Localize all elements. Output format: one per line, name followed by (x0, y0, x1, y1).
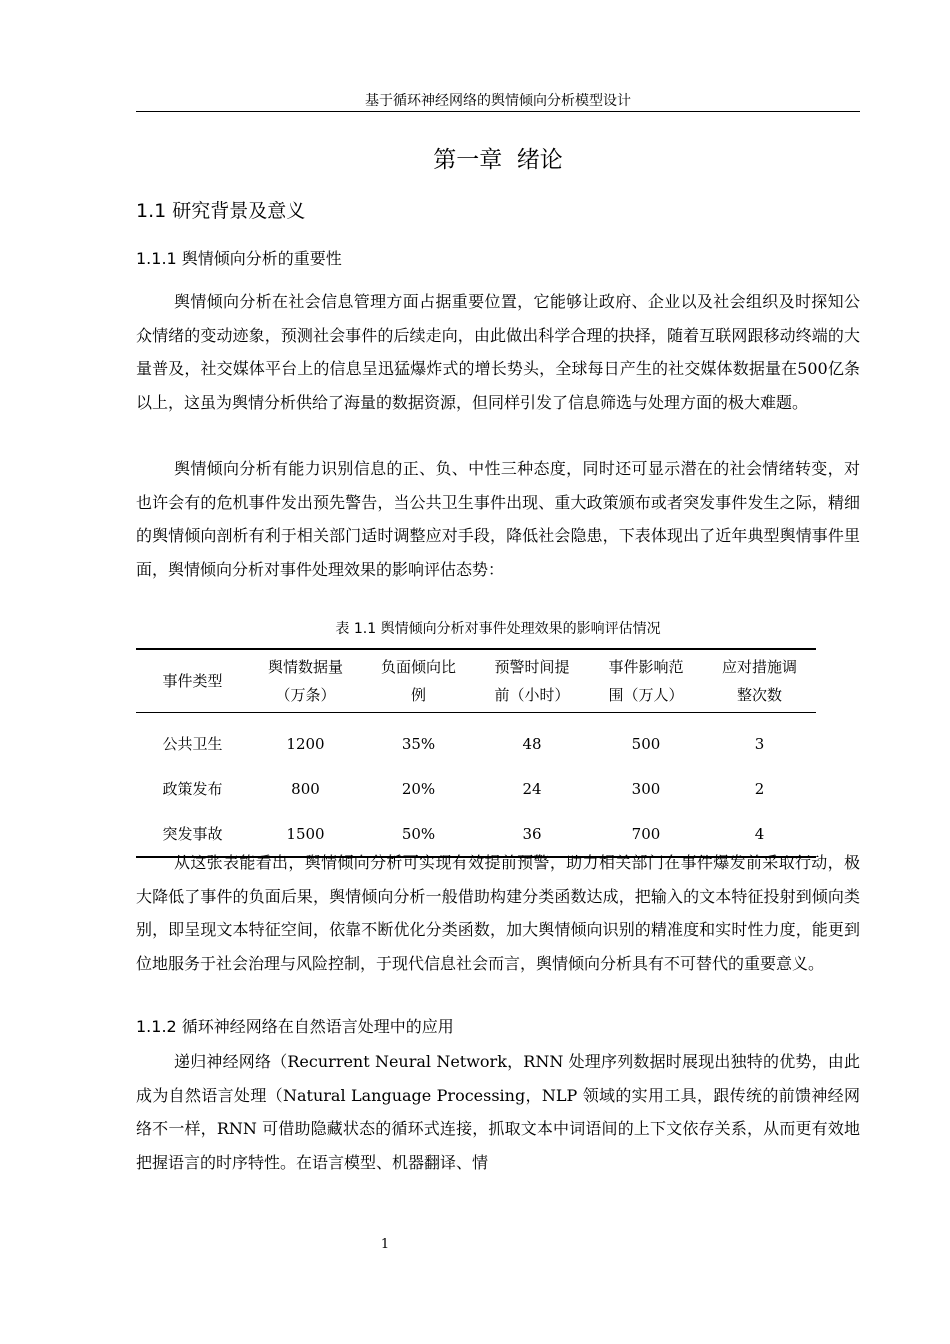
table-cell: 35% (401, 734, 436, 753)
table-cell: 700 (589, 811, 703, 857)
table-cell: 政策发布 (162, 780, 223, 798)
paragraph-rnn-applications: 递归神经网络（Recurrent Neural Network，RNN 处理序列数据时展现出独特的优势，由此成为自然语言处理（Natural Language Processing，NLP 领域的实用工具，跟传统的前馈神经网络不一样，RNN 可借助隐藏状态的循环式连接，抓取文本中词语间的上下文依存关系，从而更有效地把握语言的时序特性。在语言模型、机器翻译、情 (136, 1052, 860, 1172)
paragraph-importance-1: 舆情倾向分析在社会信息管理方面占据重要位置，它能够让政府、企业以及社会组织及时探知公众情绪的变动迹象，预测社会事件的后续走向，由此做出科学合理的抉择，随着互联网跟移动终端的大量普及，社交媒体平台上的信息呈迅猛爆炸式的增长势头，全球每日产生的社交媒体数据量在500亿条以上，这虽为舆情分析供给了海量的数据资源，但同样引发了信息筛选与处理方面的极大难题。 (136, 292, 860, 412)
header-rule (136, 111, 860, 112)
paragraph-importance-2: 舆情倾向分析有能力识别信息的正、负、中性三种态度，同时还可显示潜在的社会情绪转变，对也许会有的危机事件发出预先警告，当公共卫生事件出现、重大政策颁布或者突发事件发生之际，精细的舆情倾向剖析有利于相关部门适时调整应对手段，降低社会隐患，下表体现出了近年典型舆情事件里面，舆情倾向分析对事件处理效果的影响评估态势： (136, 459, 860, 579)
table-row (136, 766, 816, 811)
section-heading-1-1-1: 1.1.1 舆情倾向分析的重要性 (136, 249, 342, 268)
table-row (136, 713, 816, 767)
table-cell: 公共卫生 (162, 735, 223, 753)
table-caption: 表 1.1 舆情倾向分析对事件处理效果的影响评估情况 (335, 621, 661, 637)
column-header: 舆情数据量 （万条） (249, 649, 362, 713)
chapter-title: 第一章 绪论 (433, 147, 563, 173)
column-header: 事件影响范 围（万人） (589, 649, 703, 713)
impact-assessment-table (136, 648, 816, 858)
table-cell: 24 (522, 779, 542, 798)
table-cell: 1200 (286, 734, 325, 753)
table-cell: 3 (754, 734, 765, 753)
table-cell: 1500 (249, 811, 362, 857)
table-cell: 50% (362, 811, 475, 857)
table-cell: 300 (631, 779, 661, 798)
column-header: 预警时间提 前（小时） (475, 649, 589, 713)
column-header: 事件类型 (136, 649, 249, 713)
table-cell: 800 (291, 779, 320, 798)
table-cell: 500 (631, 734, 661, 753)
table-cell: 36 (475, 811, 589, 857)
section-heading-1-1: 1.1 研究背景及意义 (136, 200, 306, 222)
table-cell: 2 (754, 779, 765, 798)
table-cell: 48 (522, 734, 542, 753)
running-header: 基于循环神经网络的舆情倾向分析模型设计 (365, 93, 631, 109)
section-heading-1-1-2: 1.1.2 循环神经网络在自然语言处理中的应用 (136, 1017, 454, 1036)
table-cell: 4 (703, 811, 816, 857)
table-cell: 20% (401, 779, 436, 798)
table-header-row (136, 649, 816, 713)
page-number: 1 (380, 1237, 390, 1252)
column-header: 负面倾向比 例 (362, 649, 475, 713)
column-header: 应对措施调 整次数 (703, 649, 816, 713)
paragraph-importance-3: 从这张表能看出，舆情倾向分析可实现有效提前预警，助力相关部门在事件爆发前采取行动，极大降低了事件的负面后果，舆情倾向分析一般借助构建分类函数达成，把输入的文本特征投射到倾向类别，即呈现文本特征空间，依靠不断优化分类函数，加大舆情倾向识别的精准度和实时性力度，能更到位地服务于社会治理与风险控制，于现代信息社会而言，舆情倾向分析具有不可替代的重要意义。 (136, 853, 860, 973)
table-cell: 突发事故 (136, 811, 249, 857)
